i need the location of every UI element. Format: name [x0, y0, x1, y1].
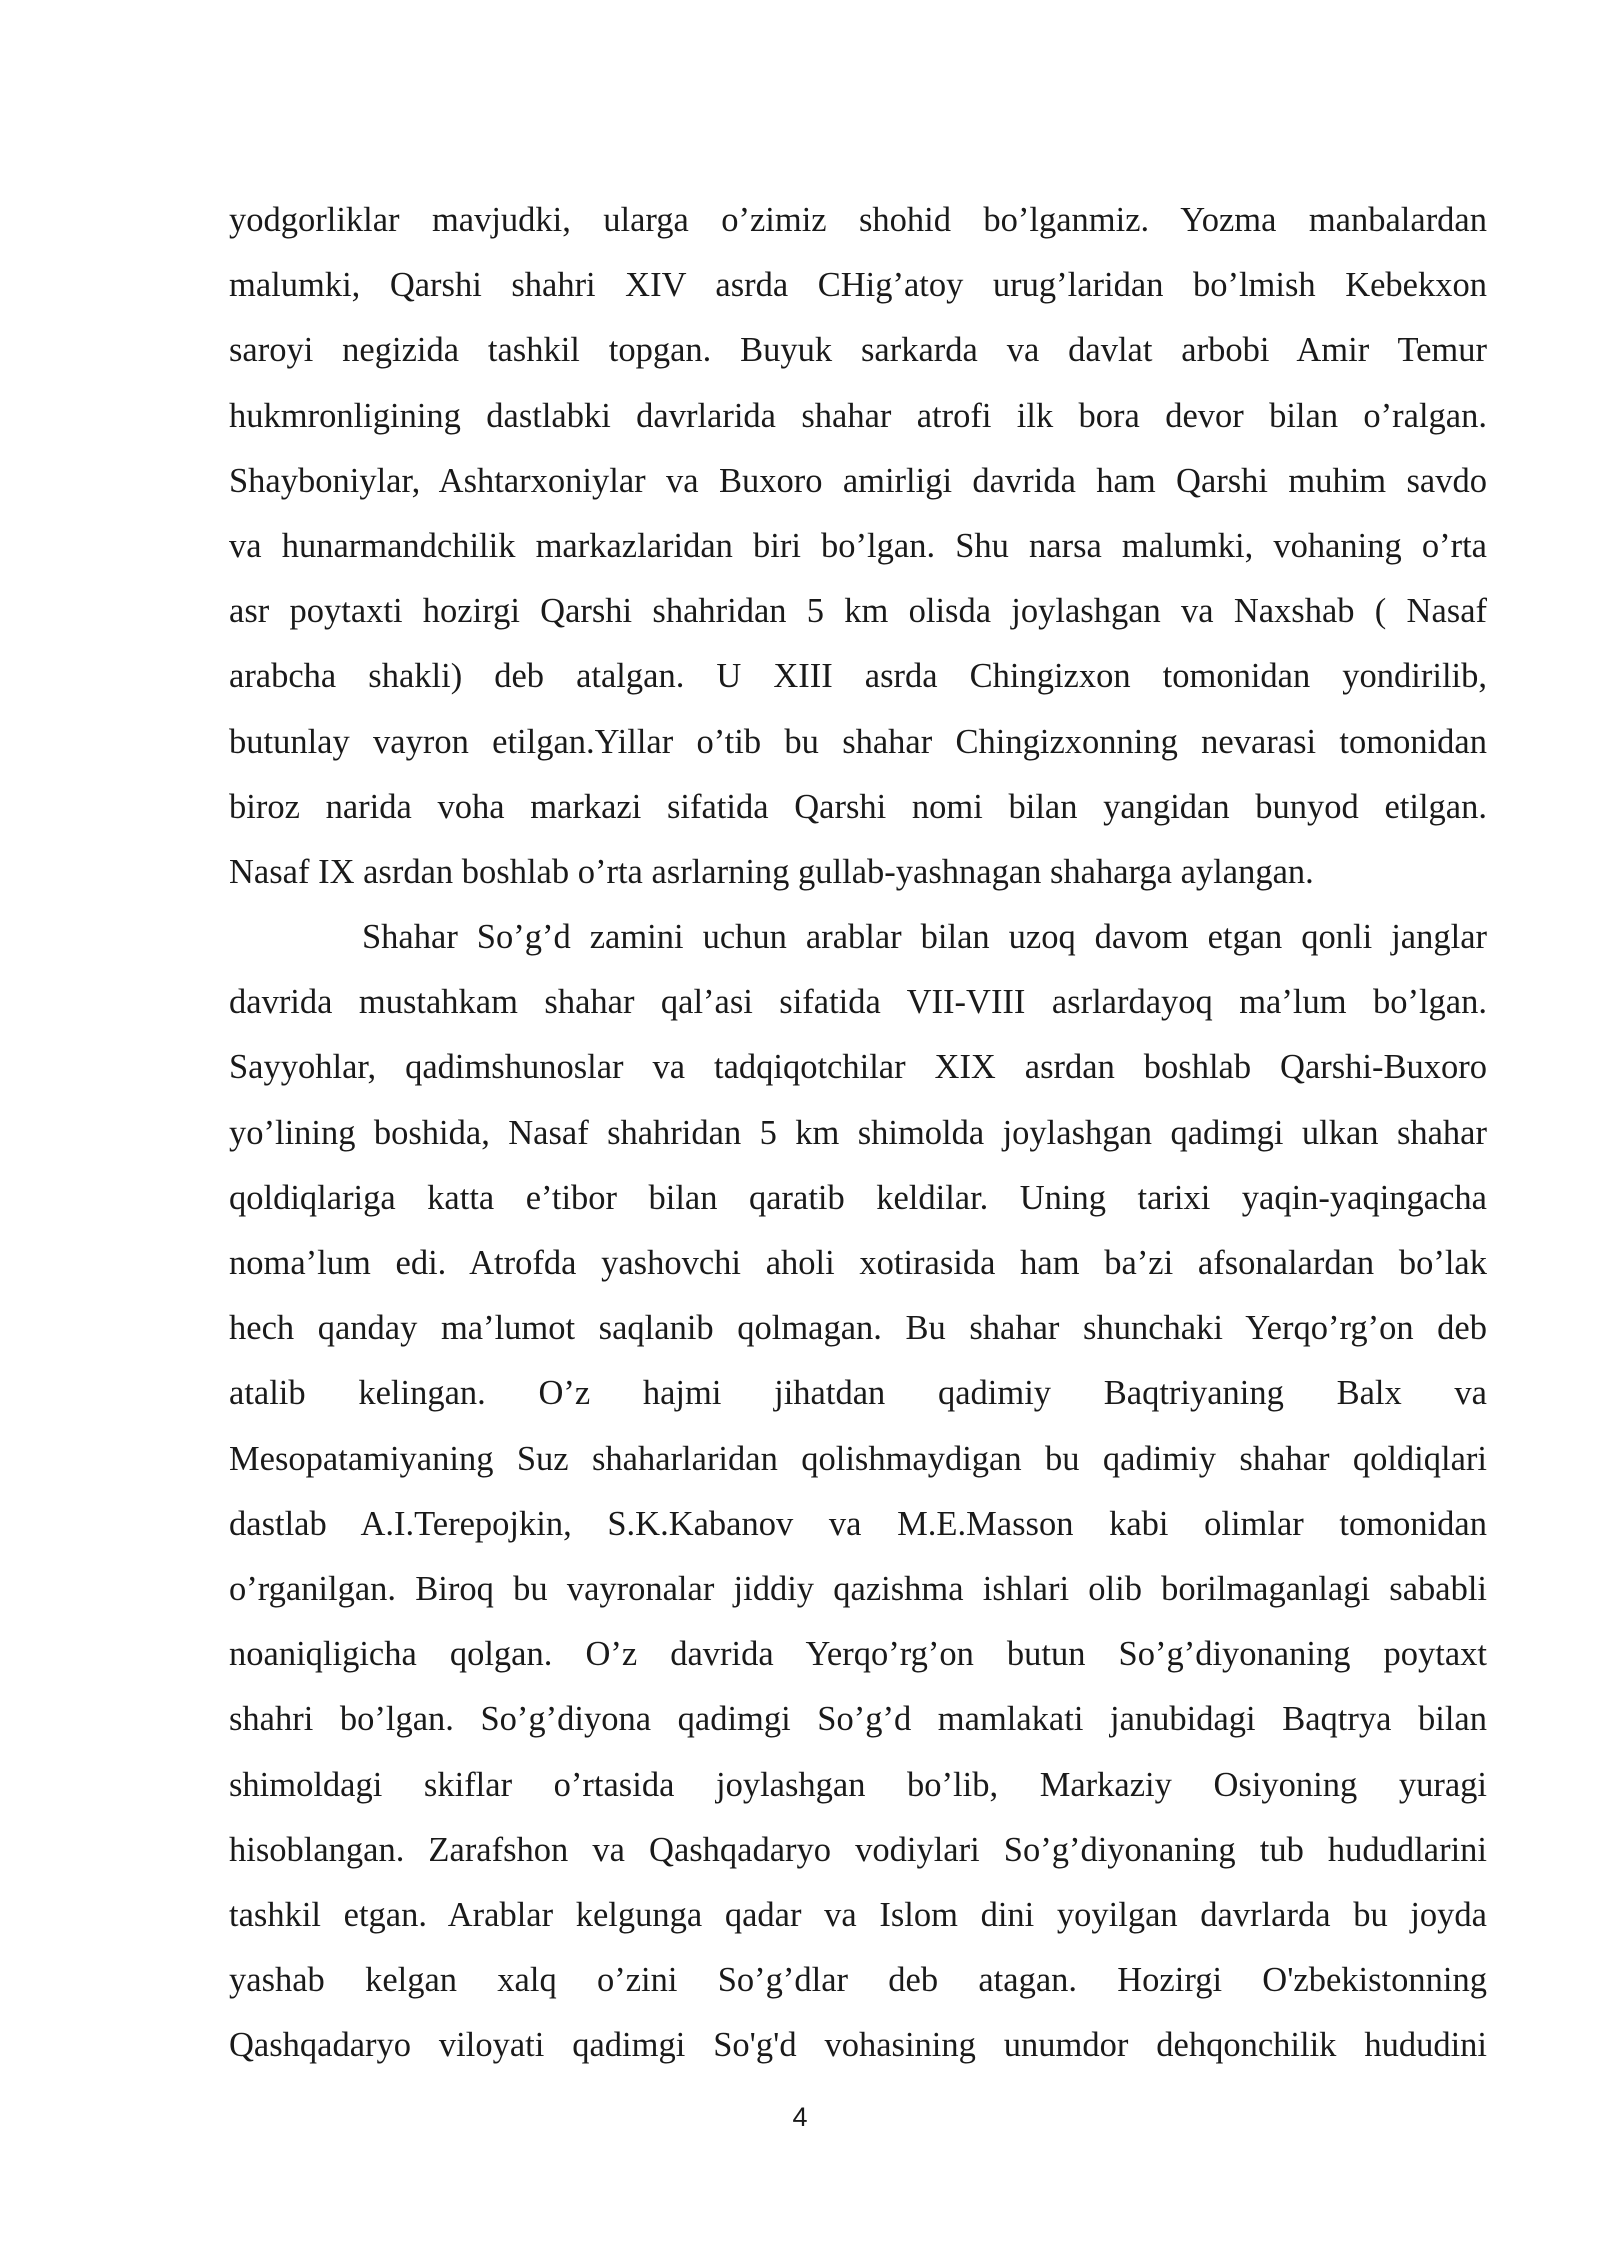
- text-line: dastlab A.I.Terepojkin, S.K.Kabanov va M.E.Masson kabi olimlar tomonidan: [229, 1504, 1487, 1543]
- text-line: hukmronligining dastlabki davrlarida shahar atrofi ilk bora devor bilan o’ralgan.: [229, 396, 1487, 435]
- text-line: Qashqadaryo viloyati qadimgi So'g'd vohasining unumdor dehqonchilik hududini: [229, 2026, 1487, 2065]
- paragraph-2: [229, 905, 1487, 2078]
- text-line: yodgorliklar mavjudki, ularga o’zimiz shohid bo’lganmiz. Yozma manbalardan: [229, 201, 1487, 239]
- text-line: butunlay vayron etilgan.Yillar o’tib bu shahar Chingizxonning nevarasi tomonidan: [229, 722, 1487, 761]
- text-line: saroyi negizida tashkil topgan. Buyuk sarkarda va davlat arbobi Amir Temur: [229, 331, 1487, 370]
- page-number: 4: [792, 2102, 808, 2132]
- text-line: Nasaf IX asrdan boshlab o’rta asrlarning gullab-yashnagan shaharga aylangan.: [229, 852, 1314, 891]
- text-line: arabcha shakli) deb atalgan. U XIII asrda Chingizxon tomonidan yondirilib,: [229, 657, 1487, 696]
- text-line: Mesopatamiyaning Suz shaharlaridan qolishmaydigan bu qadimiy shahar qoldiqlari: [229, 1439, 1487, 1478]
- document-body: [229, 188, 1487, 2078]
- text-line: asr poytaxti hozirgi Qarshi shahridan 5 km olisda joylashgan va Naxshab ( Nasaf: [229, 592, 1487, 631]
- text-line: Shahar So’g’d zamini uchun arablar bilan uzoq davom etgan qonli janglar: [362, 918, 1487, 957]
- text-line: tashkil etgan. Arablar kelgunga qadar va Islom dini yoyilgan davrlarda bu joyda: [229, 1895, 1487, 1934]
- text-line: yashab kelgan xalq o’zini So’g’dlar deb atagan. Hozirgi O'zbekistonning: [229, 1961, 1487, 2000]
- text-line: Shayboniylar, Ashtarxoniylar va Buxoro amirligi davrida ham Qarshi muhim savdo: [229, 461, 1487, 500]
- text-line: va hunarmandchilik markazlaridan biri bo’lgan. Shu narsa malumki, vohaning o’rta: [229, 526, 1487, 565]
- text-line: hisoblangan. Zarafshon va Qashqadaryo vodiylari So’g’diyonaning tub hududlarini: [229, 1830, 1487, 1869]
- text-line: atalib kelingan. O’z hajmi jihatdan qadimiy Baqtriyaning Balx va: [229, 1374, 1487, 1413]
- text-line: noma’lum edi. Atrofda yashovchi aholi xotirasida ham ba’zi afsonalardan bo’lak: [229, 1244, 1487, 1282]
- text-line: yo’lining boshida, Nasaf shahridan 5 km shimolda joylashgan qadimgi ulkan shahar: [229, 1113, 1487, 1152]
- text-line: qoldiqlariga katta e’tibor bilan qaratib keldilar. Uning tarixi yaqin-yaqingacha: [229, 1178, 1487, 1217]
- text-line: davrida mustahkam shahar qal’asi sifatida VII-VIII asrlardayoq ma’lum bo’lgan.: [229, 983, 1487, 1022]
- text-line: malumki, Qarshi shahri XIV asrda CHig’atoy urug’laridan bo’lmish Kebekxon: [229, 266, 1487, 305]
- text-line: Sayyohlar, qadimshunoslar va tadqiqotchilar XIX asrdan boshlab Qarshi-Buxoro: [229, 1048, 1487, 1087]
- text-line: hech qanday ma’lumot saqlanib qolmagan. Bu shahar shunchaki Yerqo’rg’on deb: [229, 1309, 1487, 1348]
- text-line: noaniqligicha qolgan. O’z davrida Yerqo’rg’on butun So’g’diyonaning poytaxt: [229, 1635, 1487, 1674]
- text-line: o’rganilgan. Biroq bu vayronalar jiddiy qazishma ishlari olib borilmaganlagi sababli: [229, 1569, 1487, 1608]
- text-line: shimoldagi skiflar o’rtasida joylashgan bo’lib, Markaziy Osiyoning yuragi: [229, 1765, 1487, 1804]
- text-line: shahri bo’lgan. So’g’diyona qadimgi So’g’d mamlakati janubidagi Baqtrya bilan: [229, 1700, 1487, 1739]
- text-line: biroz narida voha markazi sifatida Qarshi nomi bilan yangidan bunyod etilgan.: [229, 787, 1487, 826]
- paragraph-1: [229, 188, 1487, 905]
